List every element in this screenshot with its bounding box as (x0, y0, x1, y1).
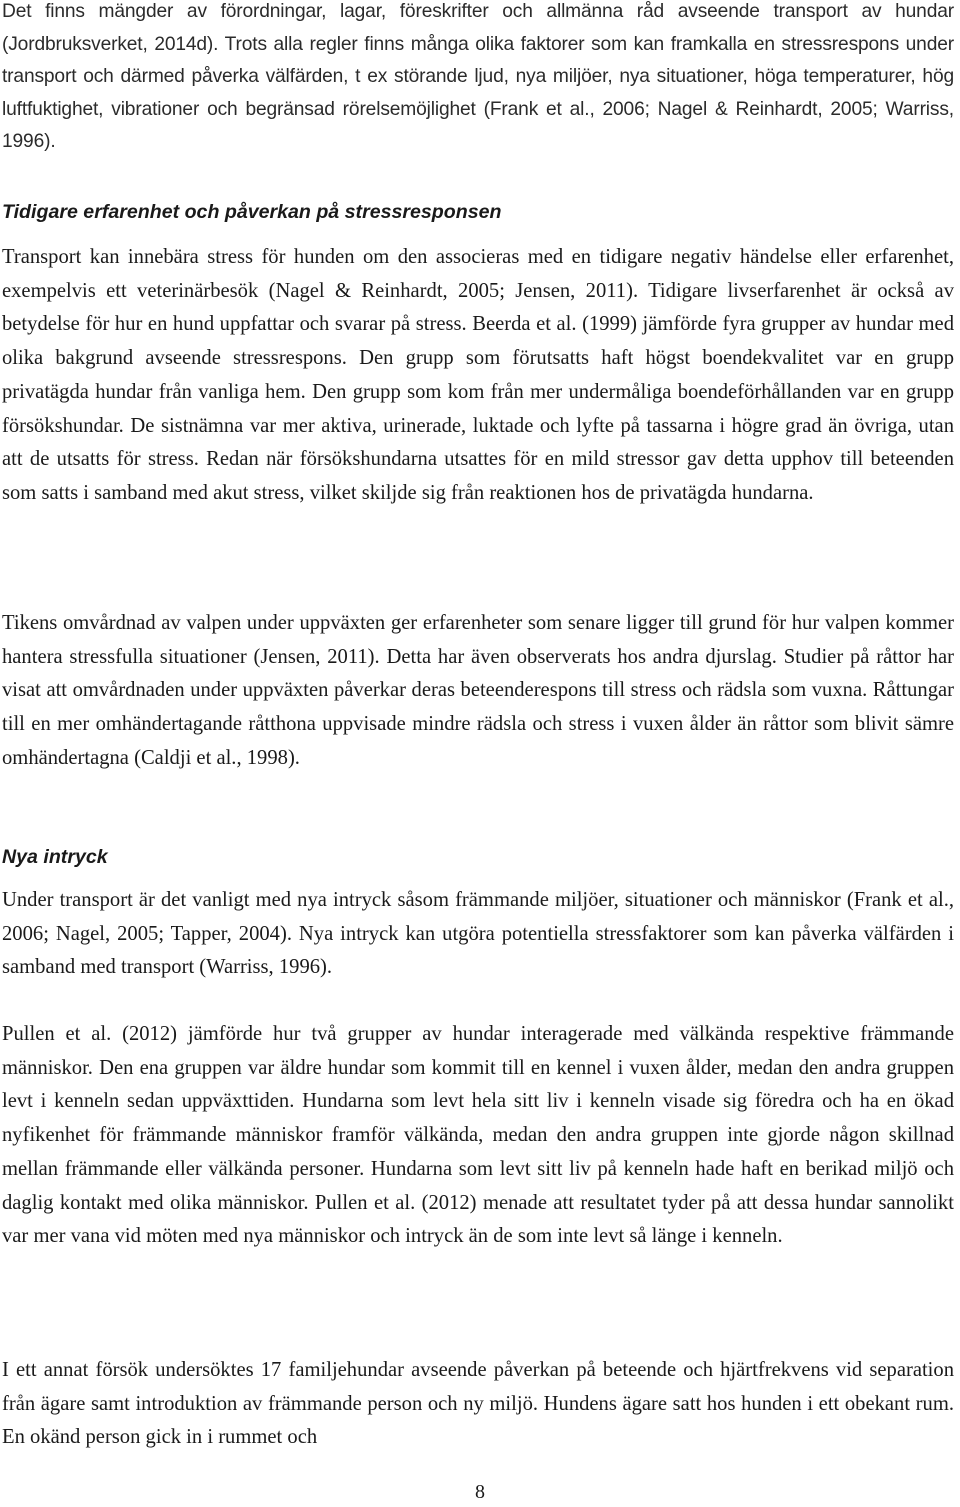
intro-paragraph: Det finns mängder av förordningar, lagar, föreskrifter och allmänna råd avseende transport av hundar (Jordbruksverket, 2014d). Trots alla regler finns många olika faktorer som kan framkalla en stressrespons under transport och därmed påverka välfärden, t ex störande ljud, nya miljöer, nya situationer, höga temperaturer, hög luftfuktighet, vibrationer och begränsad rörelsemöjlighet (Frank et al., 2006; Nagel & Reinhardt, 2005; Warriss, 1996). (2, 1, 954, 152)
section-heading-tidigare-erfarenhet: Tidigare erfarenhet och påverkan på stressresponsen (2, 201, 502, 223)
section-heading-nya-intryck: Nya intryck (2, 846, 108, 868)
paragraph-nya-intryck: Under transport är det vanligt med nya intryck såsom främmande miljöer, situationer och människor (Frank et al., 2006; Nagel, 2005; Tapper, 2004). Nya intryck kan utgöra potentiella stressfaktorer som kan påverka välfärden i samband med transport (Warriss, 1996). (2, 889, 954, 979)
page-number: 8 (475, 1481, 485, 1503)
paragraph-transport-stress: Transport kan innebära stress för hunden om den associeras med en tidigare negativ händelse eller erfarenhet, exempelvis ett veterinärbesök (Nagel & Reinhardt, 2005; Jensen, 2011). Tidigare livserfarenhet är också av betydelse för hur en hund uppfattar och svarar på stress. Beerda et al. (1999) jämförde fyra grupper av hundar med olika bakgrund avseende stressrespons. Den grupp som förutsatts haft högst boendekvalitet var en grupp privatägda hundar från vanliga hem. Den grupp som kom från mer undermåliga boendeförhållanden var en grupp försökshundar. De sistnämna var mer aktiva, urinerade, luktade och lyfte på tassarna i högre grad än övriga, utan att de utsatts för stress. Redan när försökshundarna utsattes för en mild stressor gav detta upphov till beteenden som satts i samband med akut stress, vilket skiljde sig från reaktionen hos de privatägda hundarna. (2, 246, 954, 504)
paragraph-familjehundar: I ett annat försök undersöktes 17 familjehundar avseende påverkan på beteende och hjärtfrekvens vid separation från ägare samt introduktion av främmande person och ny miljö. Hundens ägare satt hos hunden i ett obekant rum. En okänd person gick in i rummet och (2, 1359, 954, 1449)
paragraph-pullen-study: Pullen et al. (2012) jämförde hur två grupper av hundar interagerade med välkända respektive främmande människor. Den ena gruppen var äldre hundar som kommit till en kennel i vuxen ålder, medan den andra gruppen levt i kenneln sedan uppväxttiden. Hundarna som levt hela sitt liv i kenneln visade sig föredra och ha en ökad nyfikenhet för främmande människor framför välkända, medan den andra gruppen inte gjorde någon skillnad mellan främmande eller välkända personer. Hundarna som levt sitt liv på kenneln hade haft en berikad miljö och daglig kontakt med olika människor. Pullen et al. (2012) menade att resultatet tyder på att dessa hundar sannolikt var mer vana vid möten med nya människor och intryck än de som inte levt så länge i kenneln. (2, 1023, 954, 1248)
paragraph-tikens-omvardnad: Tikens omvårdnad av valpen under uppväxten ger erfarenheter som senare ligger till grund för hur valpen kommer hantera stressfulla situationer (Jensen, 2011). Detta har även observerats hos andra djurslag. Studier på råttor har visat att omvårdnaden under uppväxten påverkar deras beteenderespons till stress och rädsla som vuxna. Råttungar till en mer omhändertagande råtthona uppvisade mindre rädsla och stress i vuxen ålder än råttor som blivit sämre omhändertagna (Caldji et al., 1998). (2, 612, 954, 769)
